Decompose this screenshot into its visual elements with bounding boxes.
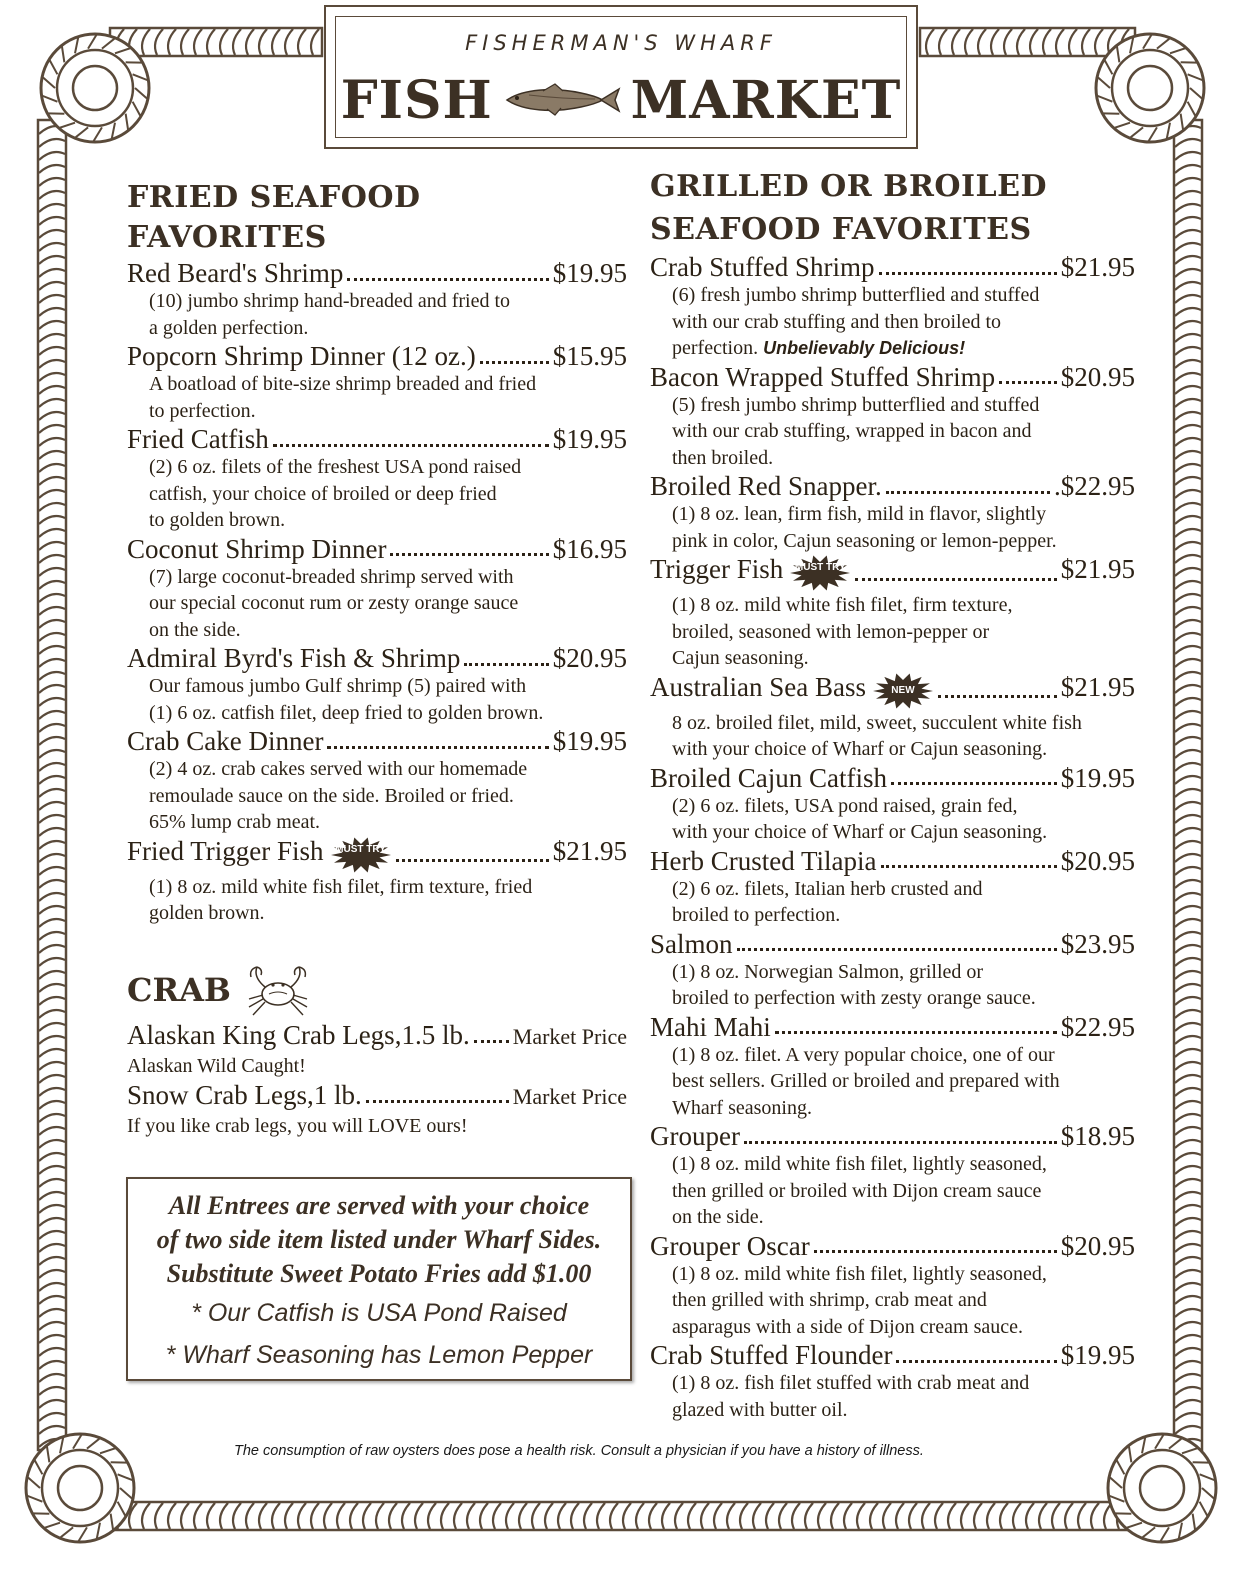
- menu-item-name: Australian Sea Bass: [650, 671, 866, 702]
- menu-item-row: [650, 1121, 1135, 1151]
- description-text: (6) fresh jumbo shrimp butterflied and stuffed: [672, 284, 1040, 306]
- description-text: Our famous jumbo Gulf shrimp (5) paired with: [149, 675, 527, 698]
- description-text: perfection.: [672, 337, 759, 359]
- description-text: Cajun seasoning.: [672, 647, 809, 669]
- description-text: (7) large coconut-breaded shrimp served with: [149, 565, 514, 588]
- menu-item-description: [650, 793, 1135, 820]
- menu-item-price: $20.95: [1060, 1230, 1135, 1261]
- header-title: [336, 67, 906, 133]
- menu-item-name: Mahi Mahi: [650, 1011, 771, 1042]
- menu-item-description: [127, 874, 627, 901]
- description-text: (1) 8 oz. fish filet stuffed with crab meat and: [672, 1372, 1030, 1394]
- menu-item-name: Fried Catfish: [127, 424, 269, 455]
- menu-item-price: $19.95: [1060, 762, 1135, 793]
- menu-item-price: .$22.95: [1054, 471, 1135, 501]
- seasoning-note: * Wharf Seasoning has Lemon Pepper: [165, 1341, 593, 1369]
- menu-item-description: [650, 1042, 1135, 1069]
- menu-item-name: Fried Trigger Fish: [127, 835, 324, 866]
- menu-item-description: [650, 1370, 1135, 1397]
- description-text: to golden brown.: [149, 509, 286, 532]
- description-text: then broiled.: [672, 446, 774, 469]
- menu-item-name: Popcorn Shrimp Dinner (12 oz.): [127, 341, 476, 372]
- description-text: then grilled or broiled with Dijon cream sauce: [672, 1179, 1042, 1202]
- menu-item-name: Coconut Shrimp Dinner: [127, 533, 387, 564]
- dot-leader: [881, 865, 1057, 868]
- grilled-items-list: [650, 252, 1135, 1423]
- menu-item-name: Salmon: [650, 928, 733, 959]
- crab-section-title: CRAB: [127, 970, 231, 1009]
- description-text: with our crab stuffing and then broiled to: [672, 310, 1002, 333]
- menu-item-row: [127, 836, 627, 874]
- dot-leader: [814, 1250, 1057, 1253]
- menu-item-row: [127, 341, 627, 371]
- menu-item-description: [650, 592, 1135, 619]
- description-text: to perfection.: [149, 399, 256, 422]
- description-text: with your choice of Wharf or Cajun seasoning.: [672, 821, 1048, 843]
- menu-item-name: Broiled Cajun Catfish: [650, 762, 887, 793]
- menu-item-name: Grouper Oscar: [650, 1230, 810, 1261]
- crab-item-row: [127, 1019, 627, 1053]
- header-title-right: MARKET: [630, 69, 902, 131]
- description-text: pink in color, Cajun seasoning or lemon-pepper.: [672, 529, 1057, 552]
- dot-leader: [999, 381, 1057, 384]
- menu-item-description: [650, 309, 1135, 336]
- dot-leader: [396, 859, 549, 862]
- description-text: broiled to perfection.: [672, 904, 841, 926]
- starburst-icon: [789, 554, 851, 592]
- menu-item-name: Crab Stuffed Shrimp: [650, 252, 875, 282]
- menu-item-name: Trigger Fish: [650, 554, 784, 584]
- description-text: Wharf seasoning.: [672, 1096, 812, 1119]
- description-text: (1) 8 oz. Norwegian Salmon, grilled or: [672, 960, 984, 983]
- dot-leader: [886, 491, 1050, 494]
- menu-item-row: [650, 763, 1135, 793]
- crab-item-row: [127, 1079, 627, 1113]
- menu-item-description: [650, 335, 1135, 362]
- description-text: broiled to perfection with zesty orange sauce.: [672, 987, 1036, 1009]
- menu-item-description: [650, 1095, 1135, 1122]
- description-text: on the side.: [149, 618, 241, 641]
- menu-item-description: [127, 900, 627, 927]
- header-sign: [324, 5, 918, 149]
- must-try-badge: [789, 554, 851, 592]
- menu-item-row: [127, 424, 627, 454]
- menu-item-description: [650, 1314, 1135, 1341]
- menu-item-row: [650, 554, 1135, 592]
- description-text: (1) 8 oz. mild white fish filet, lightly seasoned,: [672, 1262, 1047, 1285]
- description-text: with our crab stuffing, wrapped in bacon and: [672, 420, 1032, 442]
- new-badge: [872, 672, 934, 710]
- menu-item-name: Admiral Byrd's Fish & Shrimp: [127, 643, 461, 674]
- menu-item-price: $21.95: [552, 835, 627, 866]
- menu-item-description: [650, 418, 1135, 445]
- description-text: asparagus with a side of Dijon cream sauce.: [672, 1315, 1023, 1338]
- crab-item-name: Snow Crab Legs,1 lb.: [127, 1079, 362, 1110]
- crab-item-description: If you like crab legs, you will LOVE ours!: [127, 1114, 468, 1137]
- menu-item-description: [650, 528, 1135, 555]
- menu-item-price: $19.95: [1060, 1340, 1135, 1370]
- menu-item-row: [127, 258, 627, 288]
- menu-item-description: [650, 1204, 1135, 1231]
- description-text: (1) 8 oz. mild white fish filet, lightly seasoned,: [672, 1153, 1047, 1175]
- menu-item-description: [650, 392, 1135, 419]
- description-text: (1) 6 oz. catfish filet, deep fried to golden brown.: [149, 701, 544, 724]
- menu-item-description: [127, 590, 627, 617]
- description-text: remoulade sauce on the side. Broiled or fried.: [149, 784, 514, 807]
- fish-icon: [503, 83, 621, 117]
- dot-leader: [474, 1040, 509, 1043]
- description-text: (2) 6 oz. filets of the freshest USA pond raised: [149, 456, 522, 479]
- menu-item-name: Crab Cake Dinner: [127, 726, 324, 757]
- dot-leader: [775, 1031, 1057, 1034]
- menu-item-price: $21.95: [1060, 554, 1135, 584]
- menu-item-row: [650, 1340, 1135, 1370]
- menu-item-description: [650, 1397, 1135, 1424]
- menu-item-price: $19.95: [552, 726, 627, 757]
- menu-item-price: $19.95: [552, 424, 627, 455]
- menu-item-row: [650, 846, 1135, 876]
- left-column: [127, 178, 627, 1139]
- menu-item-price: $20.95: [552, 643, 627, 674]
- menu-item-description: [127, 617, 627, 644]
- menu-item-description: [650, 736, 1135, 763]
- menu-item-row: [650, 362, 1135, 392]
- description-text: (1) 8 oz. mild white fish filet, firm texture, fried: [149, 875, 533, 898]
- menu-item-description: [650, 902, 1135, 929]
- menu-item-description: [127, 371, 627, 398]
- dot-leader: [744, 1141, 1057, 1144]
- grilled-section-title-line2: SEAFOOD FAVORITES: [650, 212, 1032, 247]
- menu-item-description: [127, 783, 627, 810]
- dot-leader: [896, 1360, 1056, 1363]
- menu-item-price: $16.95: [552, 533, 627, 564]
- fried-section-title: FRIED SEAFOOD FAVORITES: [127, 180, 421, 256]
- menu-item-description: [650, 445, 1135, 472]
- crab-item-price: Market Price: [512, 1083, 627, 1109]
- catfish-note: * Our Catfish is USA Pond Raised: [191, 1299, 567, 1327]
- menu-item-description: [650, 819, 1135, 846]
- crab-item-description: Alaskan Wild Caught!: [127, 1054, 306, 1077]
- header-inner-frame: [335, 16, 907, 138]
- menu-item-row: [650, 672, 1135, 710]
- dot-leader: [347, 278, 548, 281]
- description-text: (1) 8 oz. filet. A very popular choice, one of our: [672, 1043, 1055, 1066]
- menu-item-row: [127, 726, 627, 756]
- crab-item-price: Market Price: [512, 1023, 627, 1049]
- description-text: our special coconut rum or zesty orange sauce: [149, 592, 519, 615]
- description-text: a golden perfection.: [149, 316, 309, 339]
- menu-item-description: [127, 288, 627, 315]
- dot-leader: [390, 553, 548, 556]
- menu-item-name: Broiled Red Snapper.: [650, 471, 882, 501]
- menu-item-price: $20.95: [1060, 845, 1135, 876]
- crab-icon: [243, 961, 313, 1019]
- menu-item-name: Bacon Wrapped Stuffed Shrimp: [650, 361, 996, 392]
- description-text: with your choice of Wharf or Cajun seasoning.: [672, 738, 1048, 760]
- crab-item-name: Alaskan King Crab Legs,1.5 lb.: [127, 1019, 470, 1050]
- dot-leader: [366, 1100, 509, 1103]
- dot-leader: [938, 695, 1057, 698]
- dot-leader: [480, 361, 549, 364]
- menu-item-description: [127, 507, 627, 534]
- menu-item-price: $23.95: [1060, 928, 1135, 959]
- right-column: [650, 166, 1135, 1423]
- dot-leader: [273, 444, 549, 447]
- menu-item-description: [650, 1287, 1135, 1314]
- dot-leader: [737, 948, 1057, 951]
- menu-item-description: [650, 959, 1135, 986]
- badge-label: MUST TRY: [794, 562, 846, 573]
- description-text: 8 oz. broiled filet, mild, sweet, succulent white fish: [672, 711, 1082, 734]
- dot-leader: [891, 782, 1057, 785]
- description-text: (1) 8 oz. lean, firm fish, mild in flavor, slightly: [672, 503, 1047, 525]
- menu-item-name: Red Beard's Shrimp: [127, 258, 344, 289]
- description-text: golden brown.: [149, 902, 265, 925]
- menu-item-row: [650, 929, 1135, 959]
- menu-item-description: [127, 481, 627, 508]
- menu-item-price: $20.95: [1060, 361, 1135, 392]
- description-text: (2) 4 oz. crab cakes served with our homemade: [149, 758, 528, 781]
- must-try-badge: [330, 836, 392, 874]
- menu-item-description: [650, 619, 1135, 646]
- menu-item-description: [127, 809, 627, 836]
- menu-item-row: [650, 471, 1135, 501]
- menu-item-description: [650, 645, 1135, 672]
- menu-item-row: [127, 643, 627, 673]
- description-text: broiled, seasoned with lemon-pepper or: [672, 620, 990, 643]
- dot-leader: [879, 272, 1057, 275]
- description-text: (1) 8 oz. mild white fish filet, firm texture,: [672, 594, 1013, 616]
- header-title-left: FISH: [340, 69, 493, 131]
- description-text: glazed with butter oil.: [672, 1398, 848, 1421]
- menu-item-price: $22.95: [1060, 1011, 1135, 1042]
- menu-item-name: Grouper: [650, 1121, 740, 1151]
- menu-item-description: [127, 756, 627, 783]
- menu-item-name: Herb Crusted Tilapia: [650, 845, 877, 876]
- description-text: catfish, your choice of broiled or deep fried: [149, 482, 497, 505]
- description-text: then grilled with shrimp, crab meat and: [672, 1289, 987, 1311]
- menu-item-price: $15.95: [552, 341, 627, 372]
- description-text: A boatload of bite-size shrimp breaded and fried: [149, 373, 537, 396]
- menu-item-description: [650, 1261, 1135, 1288]
- menu-item-price: $18.95: [1060, 1121, 1135, 1151]
- menu-item-description: [650, 1151, 1135, 1178]
- menu-item-description: [127, 564, 627, 591]
- menu-item-description: [650, 876, 1135, 903]
- health-disclaimer: The consumption of raw oysters does pose a health risk. Consult a physician if you have a history of illness.: [234, 1443, 924, 1459]
- description-text: on the side.: [672, 1206, 764, 1228]
- menu-item-description: [650, 985, 1135, 1012]
- description-text: best sellers. Grilled or broiled and prepared with: [672, 1070, 1060, 1092]
- note-line: of two side item listed under Wharf Sides.: [156, 1225, 602, 1254]
- menu-item-price: $21.95: [1060, 671, 1135, 702]
- description-text: (2) 6 oz. filets, Italian herb crusted and: [672, 877, 983, 900]
- description-text: (10) jumbo shrimp hand-breaded and fried to: [149, 290, 511, 313]
- badge-label: NEW: [891, 684, 915, 696]
- note-line: Substitute Sweet Potato Fries add $1.00: [166, 1259, 592, 1288]
- description-emphasis: Unbelievably Delicious!: [763, 338, 966, 358]
- description-text: 65% lump crab meat.: [149, 811, 321, 834]
- dot-leader: [327, 746, 548, 749]
- menu-item-description: [650, 282, 1135, 309]
- badge-label: MUST TRY: [335, 843, 386, 855]
- menu-item-description: [650, 501, 1135, 528]
- menu-item-description: [650, 1068, 1135, 1095]
- entree-note-box: [126, 1177, 632, 1381]
- menu-item-row: [650, 252, 1135, 282]
- fried-items-list: [127, 258, 627, 927]
- description-text: (5) fresh jumbo shrimp butterflied and stuffed: [672, 393, 1040, 416]
- menu-item-price: $21.95: [1060, 252, 1135, 282]
- menu-item-row: [650, 1012, 1135, 1042]
- dot-leader: [855, 578, 1056, 581]
- menu-item-description: [127, 398, 627, 425]
- menu-item-name: Crab Stuffed Flounder: [650, 1340, 893, 1370]
- menu-item-description: [127, 315, 627, 342]
- dot-leader: [464, 663, 548, 666]
- menu-item-price: $19.95: [552, 258, 627, 289]
- crab-section-header: [127, 961, 627, 1019]
- starburst-icon: [330, 836, 392, 874]
- grilled-section-title-line1: GRILLED OR BROILED: [650, 169, 1048, 204]
- menu-item-description: [127, 700, 627, 727]
- description-text: (2) 6 oz. filets, USA pond raised, grain fed,: [672, 794, 1018, 817]
- menu-item-description: [127, 454, 627, 481]
- menu-item-row: [650, 1231, 1135, 1261]
- header-subtitle: FISHERMAN'S WHARF: [465, 31, 777, 55]
- note-line: All Entrees are served with your choice: [168, 1191, 590, 1220]
- menu-item-description: [650, 1178, 1135, 1205]
- menu-item-description: [650, 710, 1135, 737]
- menu-item-description: [127, 673, 627, 700]
- crab-items-list: [127, 1019, 627, 1139]
- menu-item-row: [127, 534, 627, 564]
